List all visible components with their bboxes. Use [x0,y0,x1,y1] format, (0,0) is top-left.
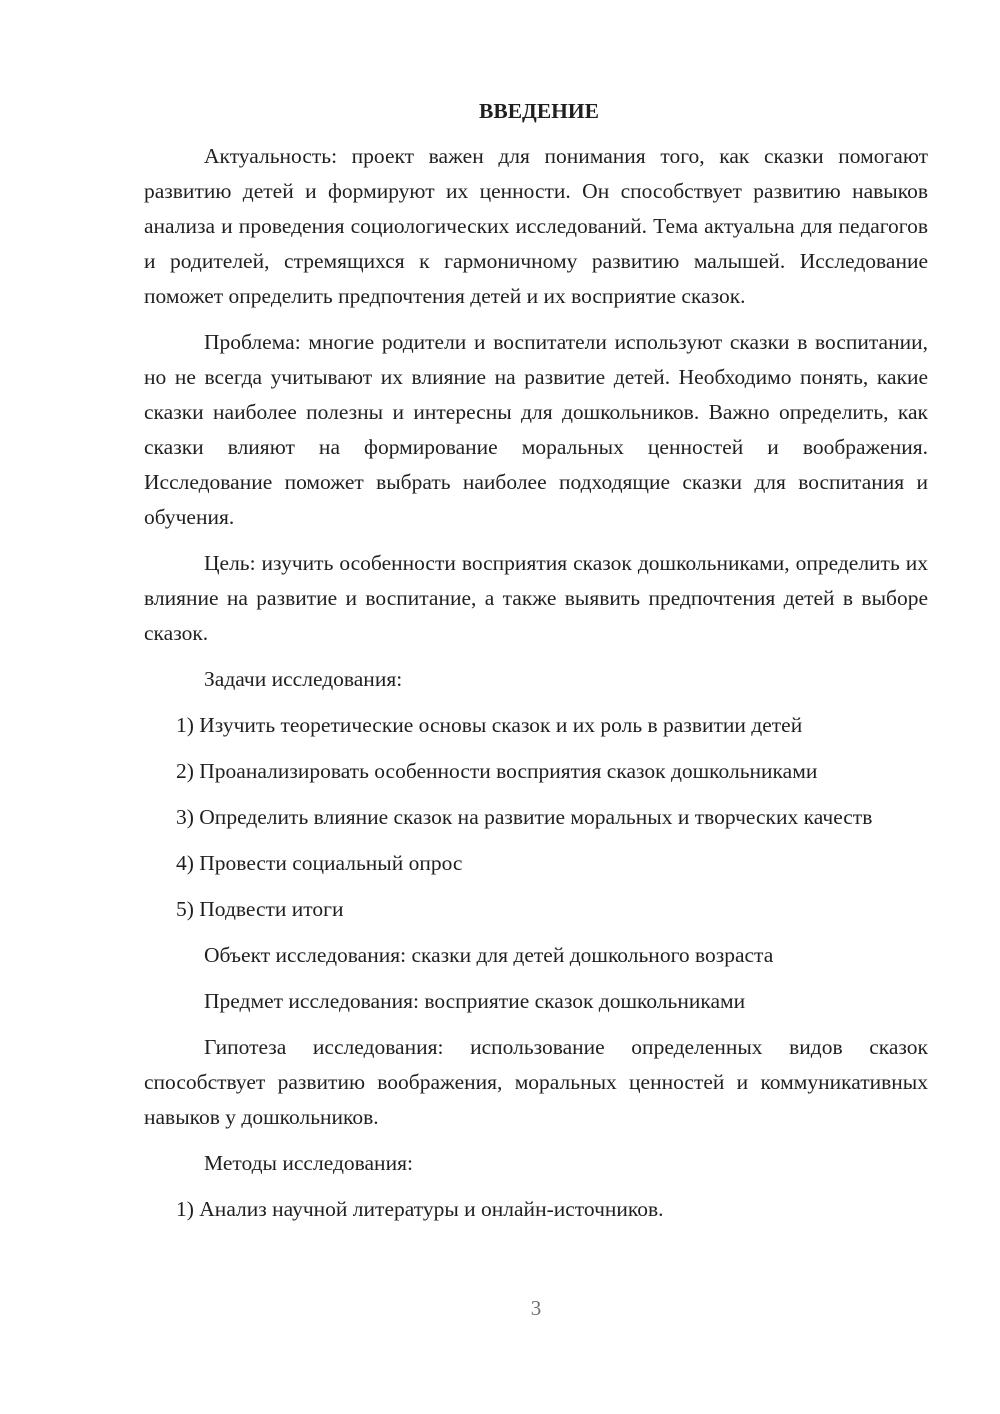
task-item-2: 2) Проанализировать особенности восприятия сказок дошкольниками [176,759,818,783]
methods-heading: Методы исследования: [204,1151,413,1175]
document-page [144,94,928,1238]
section-title: ВВЕДЕНИЕ [479,99,599,123]
tasks-heading: Задачи исследования: [204,667,403,691]
relevance-paragraph: Актуальность: проект важен для понимания того, как сказки помогают развитию детей и формируют их ценности. Он способствует развитию навыков анализа и проведения социологических исследований. Тема актуальна для педагогов и родителей, стремящихся к гармоничному развитию малышей. Исследование поможет определить предпочтения детей и их восприятие сказок. [144,144,928,308]
goal-paragraph: Цель: изучить особенности восприятия сказок дошкольниками, определить их влияние на развитие и воспитание, а также выявить предпочтения детей в выборе сказок. [144,551,928,645]
research-subject: Предмет исследования: восприятие сказок дошкольниками [204,989,746,1013]
task-item-3: 3) Определить влияние сказок на развитие моральных и творческих качеств [176,805,873,829]
problem-paragraph: Проблема: многие родители и воспитатели используют сказки в воспитании, но не всегда учитывают их влияние на развитие детей. Необходимо понять, какие сказки наиболее полезны и интересны для дошкольников. Важно определить, как сказки влияют на формирование моральных ценностей и воображения. Исследование поможет выбрать наиболее подходящие сказки для воспитания и обучения. [144,330,928,529]
task-item-4: 4) Провести социальный опрос [176,851,463,875]
method-item-1: 1) Анализ научной литературы и онлайн-источников. [176,1197,664,1221]
research-object: Объект исследования: сказки для детей дошкольного возраста [204,943,774,967]
page-number: 3 [530,1296,542,1320]
task-item-1: 1) Изучить теоретические основы сказок и их роль в развитии детей [176,713,803,737]
hypothesis-paragraph: Гипотеза исследования: использование определенных видов сказок способствует развитию воображения, моральных ценностей и коммуникативных навыков у дошкольников. [144,1035,928,1129]
task-item-5: 5) Подвести итоги [176,897,344,921]
